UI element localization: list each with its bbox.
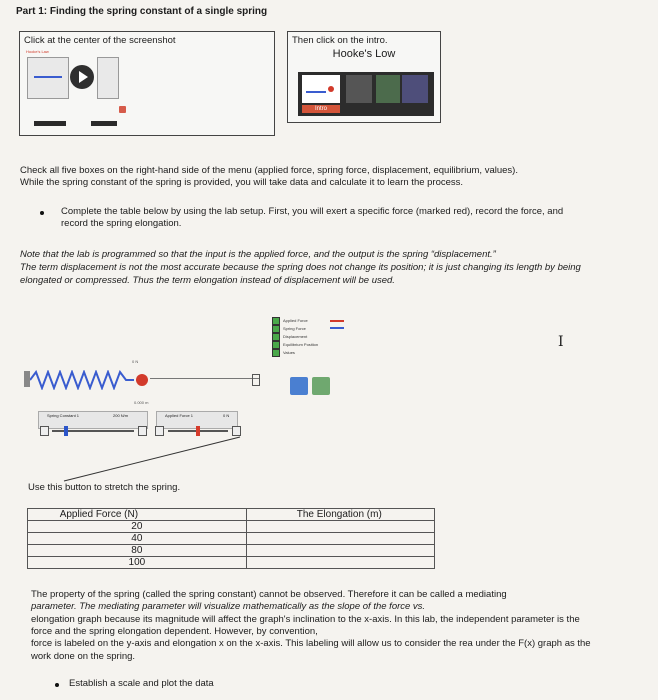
applied-force-value: 0 N: [223, 413, 230, 418]
spring-force-arrow: [330, 327, 344, 329]
red-marker-icon: [119, 106, 126, 113]
screen-card-3: [376, 75, 400, 103]
paragraph-1b: While the spring constant of the spring is provided, you will take data and calculate it to learn the process.: [20, 177, 464, 188]
screen-card-2: [346, 75, 372, 103]
para2-line-6: work done on the spring.: [31, 651, 136, 662]
displacement-readout: 0.000 m: [134, 400, 149, 405]
spring-constant-decrease[interactable]: [40, 426, 49, 436]
spring-constant-label: Spring Constant 1: [47, 413, 80, 418]
right-box-title: Hooke's Low: [332, 48, 396, 60]
force-cell: 100: [28, 557, 247, 569]
checkbox-equilibrium[interactable]: Equilibrium Position: [272, 341, 352, 349]
thumb-strip-2: [91, 121, 117, 126]
spring-constant-panel: [38, 411, 148, 429]
spring-constant-value: 200 N/m: [113, 413, 129, 418]
intro-screen: [298, 72, 434, 116]
simulation-screenshot: [20, 315, 620, 475]
col-header-force: Applied Force (N): [28, 509, 247, 521]
spring-mini-icon: [34, 70, 62, 78]
action-button[interactable]: [312, 377, 330, 395]
para2-line-3: elongation graph because its magnitude will affect the graph's inclination to the x-axis. In this lab, the independent parameter is the: [31, 614, 580, 625]
data-table: [27, 508, 435, 569]
note-line-1: Note that the lab is programmed so that the input is the applied force, and the output is the spring “displacement.”: [20, 249, 496, 260]
para2-line-1: The property of the spring (called the spring constant) cannot be observed. Therefore it can be called a mediating: [31, 589, 507, 600]
left-screenshot-box[interactable]: [19, 31, 275, 136]
elongation-cell[interactable]: [246, 533, 434, 545]
table-row: [28, 521, 435, 533]
bullet-1-line-2: record the spring elongation.: [61, 218, 182, 229]
table-header-row: [28, 509, 435, 521]
elongation-cell[interactable]: [246, 545, 434, 557]
bullet-1-line-1: Complete the table below by using the lab setup. First, you will exert a specific force (marked red), record the force, and: [61, 206, 564, 217]
pointer-line: [60, 435, 260, 485]
checkbox-values[interactable]: Values: [272, 349, 352, 357]
applied-force-label: Applied Force 1: [165, 413, 194, 418]
thumb-title: Hooke's Law: [26, 49, 49, 54]
left-box-instruction: Click at the center of the screenshot: [24, 35, 176, 46]
elongation-cell[interactable]: [246, 521, 434, 533]
table-row: [28, 557, 435, 569]
checkbox-spring-force[interactable]: Spring Force: [272, 325, 352, 333]
spring-graphic: [30, 370, 150, 390]
para2-line-5: force is labeled on the y-axis and elongation x on the x-axis. This labeling will allow us to consider the rea under the F(x) graph as the: [31, 638, 591, 649]
right-box-instruction: Then click on the intro.: [292, 35, 388, 46]
table-row: [28, 533, 435, 545]
equilibrium-line: [150, 378, 260, 379]
bullet-dot-2: [55, 683, 59, 687]
applied-force-arrow: [330, 320, 344, 322]
paragraph-1: Check all five boxes on the right-hand side of the menu (applied force, spring force, displacement, equilibrium, values).: [20, 165, 518, 176]
screen-card-4: [402, 75, 428, 103]
play-icon: [79, 71, 88, 83]
right-screenshot-box[interactable]: [287, 31, 441, 123]
force-cell: 40: [28, 533, 247, 545]
note-line-3: elongated or compressed. Thus the term elongation instead of displacement will be used.: [20, 275, 395, 286]
note-line-2: The term displacement is not the most accurate because the spring does not change its position; it is just changing its length by being: [20, 262, 581, 273]
thumb-strip-1: [34, 121, 66, 126]
spring-icon: [306, 85, 326, 93]
intro-label[interactable]: Intro: [302, 105, 340, 113]
bullet-2: Establish a scale and plot the data: [69, 678, 214, 689]
force-readout: 0 N: [132, 359, 139, 364]
table-row: [28, 545, 435, 557]
checkbox-applied-force[interactable]: Applied Force: [272, 317, 352, 325]
thumb-preview-2: [97, 57, 119, 99]
reset-button[interactable]: [290, 377, 308, 395]
part-title: Part 1: Finding the spring constant of a single spring: [16, 6, 268, 17]
checkbox-panel: [272, 317, 352, 357]
intro-card[interactable]: [302, 75, 340, 103]
para2-line-2: parameter. The mediating parameter will visualize mathematically as the slope of the force vs.: [31, 601, 426, 612]
hand-grip[interactable]: [252, 374, 260, 386]
thumb-preview-1: [27, 57, 69, 99]
force-cell: 20: [28, 521, 247, 533]
stretch-caption: Use this button to stretch the spring.: [28, 482, 181, 493]
col-header-elongation: The Elongation (m): [246, 509, 434, 521]
elongation-cell[interactable]: [246, 557, 434, 569]
text-cursor-icon: I: [558, 334, 564, 350]
bullet-dot-1: [40, 211, 44, 215]
play-button[interactable]: [70, 65, 94, 89]
checkbox-displacement[interactable]: Displacement: [272, 333, 352, 341]
para2-line-4: force and the spring elongation dependent. However, by convention,: [31, 626, 318, 637]
force-cell: 80: [28, 545, 247, 557]
ball-icon: [328, 86, 334, 92]
